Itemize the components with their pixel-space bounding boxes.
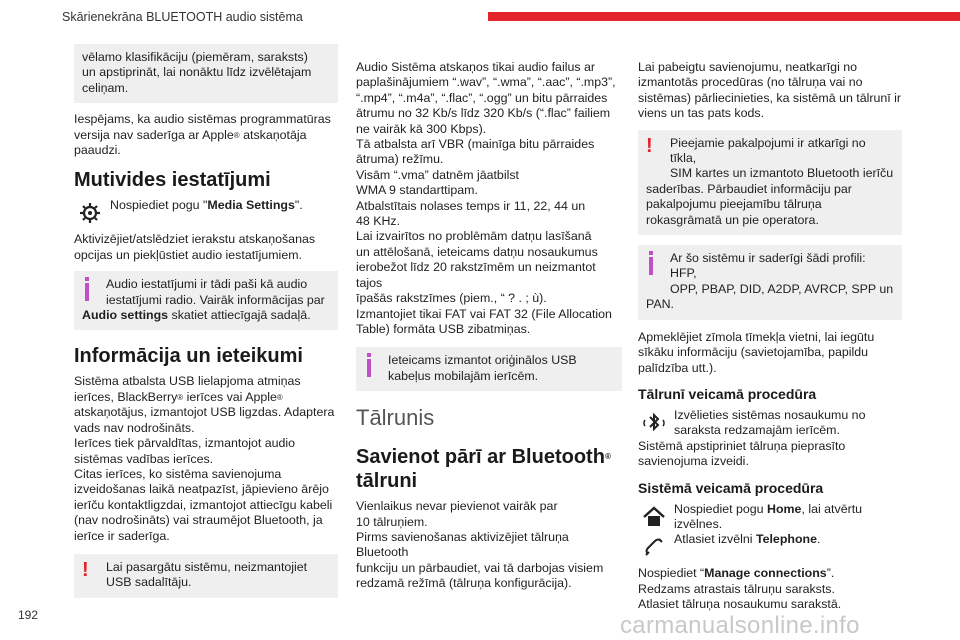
note-line: PAN. [646,297,674,312]
page-number: 192 [18,608,39,622]
paragraph-line: Izmantojiet tikai FAT vai FAT 32 (File Allocation [356,306,612,321]
paragraph-line: ierīces, BlackBerry® ierīces vai Apple® [74,389,283,404]
warning-note [638,130,902,235]
paragraph-line: Ierīces tiek pārvaldītas, izmantojot audio [74,436,296,451]
note-line: Pieejamie pakalpojumi ir atkarīgi no tīkla, [670,135,866,166]
paragraph-line: izmantotās procedūras (no tālruņa vai no [638,75,863,90]
paragraph-line: un attēlošanā, ieteicams datņu nosaukumus [356,244,598,259]
paragraph-line: ne vairāk kā 300 Kbps). [356,121,487,136]
paragraph-line: 48 KHz. [356,214,401,229]
paragraph-line: Izvēlieties sistēmas nosaukumu no [674,407,866,422]
note-line: celiņam. [82,80,129,95]
paragraph-line: sistēmas vadības ierīces. [74,451,214,466]
paragraph-line: 10 tālruņiem. [356,514,428,529]
paragraph-line: funkciju un pārbaudiet, vai tā darbojas visiem [356,560,604,575]
paragraph-line: versija nav saderīga ar Apple® atskaņotāja [74,127,307,142]
note-line: Ar šo sistēmu ir saderīgi šādi profili: HFP, [670,251,866,281]
paragraph-line: “.mp4”, “.m4a”, “.flac”, “.ogg” un bitu pārraides [356,90,608,105]
paragraph-line: Atbalstītais nolases temps ir 11, 22, 44 un [356,198,586,213]
media-settings-row [74,198,338,228]
info-icon [648,251,658,275]
note-line: saderības. Pārbaudiet informāciju par [646,181,852,196]
paragraph-line: Tā atbalsta arī VBR (mainīga bitu pārraides [356,137,595,152]
column-1 [74,44,338,608]
note-line: Audio settings skatiet attiecīgajā sadaļā. [82,308,311,323]
bluetooth-row [638,408,902,439]
section-heading-system-procedure: Sistēmā veicamā procedūra [638,479,824,496]
section-heading-info: Informācija un ieteikumi [74,345,303,368]
continued-note [74,44,338,103]
note-line: SIM kartes un izmantoto Bluetooth ierīču [670,166,894,181]
paragraph-line: savienojuma izveidi. [638,454,749,469]
paragraph-line: Atlasiet tālruņa nosaukumu sarakstā. [638,597,842,612]
paragraph-line: paplašinājumiem “.wav”, “.wma”, “.aac”, “.mp3”, [356,75,616,90]
paragraph-line: viens un tas pats kods. [638,106,765,121]
info-note [74,271,338,330]
note-line: Ieteicams izmantot oriģinālos USB [388,353,577,368]
paragraph-line: Apmeklējiet zīmola tīmekļa vietni, lai iegūtu [638,329,875,344]
paragraph-line: sistēmas) pārliecinieties, ka sistēmā un tālrunī ir [638,90,902,105]
paragraph-line: WMA 9 standarttipam. [356,183,478,198]
paragraph-line: ātruma) režīmu. [356,152,444,167]
note-line: OPP, PBAP, DID, A2DP, AVRCP, SPP un [670,281,894,296]
paragraph-line: Lai pabeigtu savienojumu, neatkarīgi no [638,60,858,74]
paragraph-line: (nav nodrošināts) vai straumējot Bluetooth, ja [74,513,323,528]
paragraph-line: Lai izvairītos no problēmām datņu lasīšanā [356,229,592,244]
paragraph-line: Pirms savienošanas aktivizējiet tālruņa Bluetooth [356,529,569,560]
home-icon [638,502,670,532]
watermark: carmanualsonline.info [620,612,860,639]
bluetooth-icon [638,408,670,438]
note-line: kabeļus mobilajām ierīcēm. [388,368,539,383]
paragraph-line: Iespējams, ka audio sistēmas programmatūras [74,112,331,127]
paragraph-line: Nospiediet “Manage connections”. [638,566,835,581]
paragraph-line: opcijas un piekļūstiet audio iestatījumiem. [74,247,302,262]
paragraph-line: Citas ierīces, ko sistēma savienojuma [74,466,282,481]
header-accent-bar [488,12,960,21]
column-3 [638,60,902,621]
section-heading-multimedia: Mutivides iestatījumi [74,169,271,192]
paragraph-line: ierobežot līdz 20 rakstzīmēm un neizmantot tajos [356,260,596,290]
warning-icon: ! [646,134,653,157]
note-line: un apstiprināt, lai nonāktu līdz izvēlētajam [82,65,312,80]
paragraph-line: izveidošanas laikā neatpazīst, jāpievieno ārējo [74,482,329,497]
note-line: Audio iestatījumi ir tādi paši kā audio [106,277,308,292]
note-line: pakalpojumu pieejamību tālruņa [646,197,822,212]
column-2 [356,60,622,600]
info-note [356,347,622,391]
paragraph-line: sīkāku informāciju (savietojamība, papildu [638,345,869,360]
paragraph-line: Visām “.vma” datnēm jāatbilst [356,167,519,182]
info-icon [366,353,376,377]
paragraph-line: ierīce ir saderīga. [74,528,170,543]
paragraph-line: ierīču kontaktligzdai, izmantojot attiecīgu kabeli [74,497,333,512]
home-row [638,502,902,533]
note-line: Lai pasargātu sistēmu, neizmantojiet [106,559,308,574]
header-title: Skārienekrāna BLUETOOTH audio sistēma [62,10,303,24]
paragraph-line: vads nav nodrošināts. [74,420,195,435]
paragraph-line: īpašās rakstzīmes (piem., “ ? . ; ù). [356,291,547,306]
paragraph-line: Sistēma atbalsta USB lielapjoma atmiņas [74,374,301,389]
section-heading-phone: Tālrunis [356,405,435,431]
paragraph-line: saraksta redzamajām ierīcēm. [674,423,840,438]
paragraph-line: redzamā režīmā (tālruņa konfigurācija). [356,576,572,591]
info-icon [84,277,94,301]
warning-icon: ! [82,558,89,581]
paragraph-line: Redzams atrastais tālruņu saraksts. [638,581,835,596]
paragraph-line: Aktivizējiet/atslēdziet ierakstu atskaņošanas [74,232,316,247]
telephone-icon [638,532,670,562]
info-note [638,245,902,320]
paragraph-line: paaudzi. [74,143,121,158]
note-line: iestatījumi radio. Vairāk informācijas par [106,292,325,307]
note-line: rokasgrāmatā un pie operatora. [646,212,819,227]
paragraph-line: ātrumu no 32 Kb/s līdz 320 Kb/s (“.flac” failiem [356,106,611,121]
paragraph-line: palīdzība utt.). [638,360,717,375]
section-heading-phone-procedure: Tālrunī veicamā procedūra [638,385,817,402]
paragraph-line: atskaņotājus, izmantojot USB ligzdas. Adaptera [74,405,335,420]
paragraph-line: izvēlnes. [674,516,723,531]
media-settings-icon [74,198,106,228]
paragraph-line: Audio Sistēma atskaņos tikai audio failus ar [356,60,595,74]
warning-note [74,554,338,598]
note-line: vēlamo klasifikāciju (piemēram, saraksts) [82,50,308,64]
paragraph-line: Table) formāta USB zibatmiņas. [356,321,531,336]
paragraph-line: Sistēmā apstipriniet tālruņa pieprasīto [638,438,846,453]
note-line: USB sadalītāju. [106,575,192,590]
media-settings-text: Nospiediet pogu "Media Settings". [110,198,303,213]
paragraph-line: Nospiediet pogu Home, lai atvērtu [674,501,863,516]
section-heading-pairing: Savienot pārī ar Bluetooth® tālruni [356,446,611,493]
paragraph-line: Vienlaikus nevar pievienot vairāk par [356,499,558,514]
telephone-text: Atlasiet izvēlni Telephone. [674,532,821,547]
telephone-row [638,532,902,562]
